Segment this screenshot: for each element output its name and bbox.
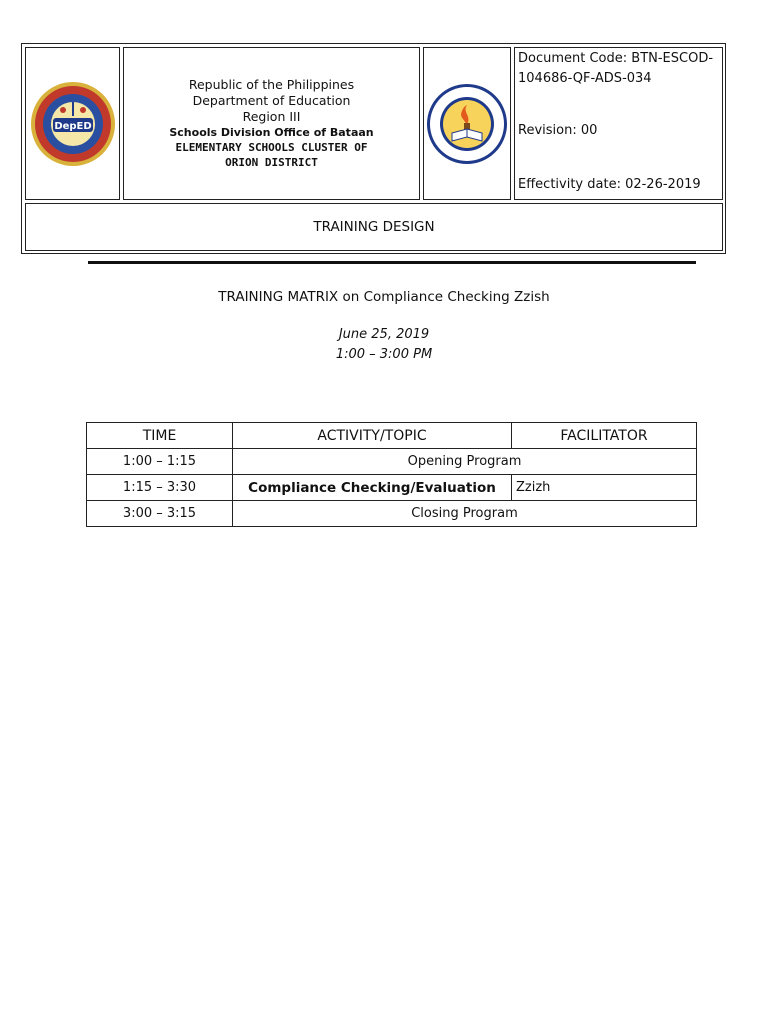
activity-cell: Compliance Checking/Evaluation: [233, 475, 512, 501]
form-title: TRAINING DESIGN: [25, 203, 723, 251]
time-cell: 1:15 – 3:30: [87, 475, 233, 501]
district-line: ORION DISTRICT: [225, 156, 318, 169]
cluster-line: ELEMENTARY SCHOOLS CLUSTER OF: [175, 141, 368, 154]
document-header: [21, 43, 726, 254]
deped-logo-cell: [25, 47, 120, 200]
time-cell: 3:00 – 3:15: [87, 501, 233, 527]
activity-cell: Opening Program: [233, 449, 697, 475]
table-row: [87, 449, 697, 475]
facilitator-cell: Zzizh: [512, 475, 697, 501]
activity-cell: Closing Program: [233, 501, 697, 527]
training-schedule-table: [86, 422, 697, 527]
department-line: Department of Education: [192, 93, 351, 108]
school-logo-cell: [423, 47, 511, 200]
school-seal-icon: [426, 83, 508, 165]
division-office-line: Schools Division Office of Bataan: [169, 126, 374, 139]
document-control-info: [514, 47, 723, 200]
activity-column-header: ACTIVITY/TOPIC: [233, 423, 512, 449]
facilitator-column-header: FACILITATOR: [512, 423, 697, 449]
issuer-block: [123, 47, 420, 200]
document-code-line2: 104686-QF-ADS-034: [518, 71, 652, 86]
table-row: [87, 501, 697, 527]
deped-seal-icon: [29, 80, 117, 168]
table-header-row: [87, 423, 697, 449]
matrix-title: TRAINING MATRIX on Compliance Checking Zzish: [218, 289, 550, 305]
document-code-line1: Document Code: BTN-ESCOD-: [518, 51, 714, 66]
revision: Revision: 00: [518, 123, 598, 138]
effectivity-date: Effectivity date: 02-26-2019: [518, 177, 701, 192]
section-divider: [88, 261, 696, 264]
svg-text:DepED: DepED: [53, 120, 92, 132]
event-date: June 25, 2019: [338, 327, 430, 342]
event-time: 1:00 – 3:00 PM: [335, 347, 433, 362]
time-cell: 1:00 – 1:15: [87, 449, 233, 475]
region-line: Region III: [242, 109, 301, 124]
table-row: [87, 475, 697, 501]
republic-line: Republic of the Philippines: [188, 77, 355, 92]
time-column-header: TIME: [87, 423, 233, 449]
